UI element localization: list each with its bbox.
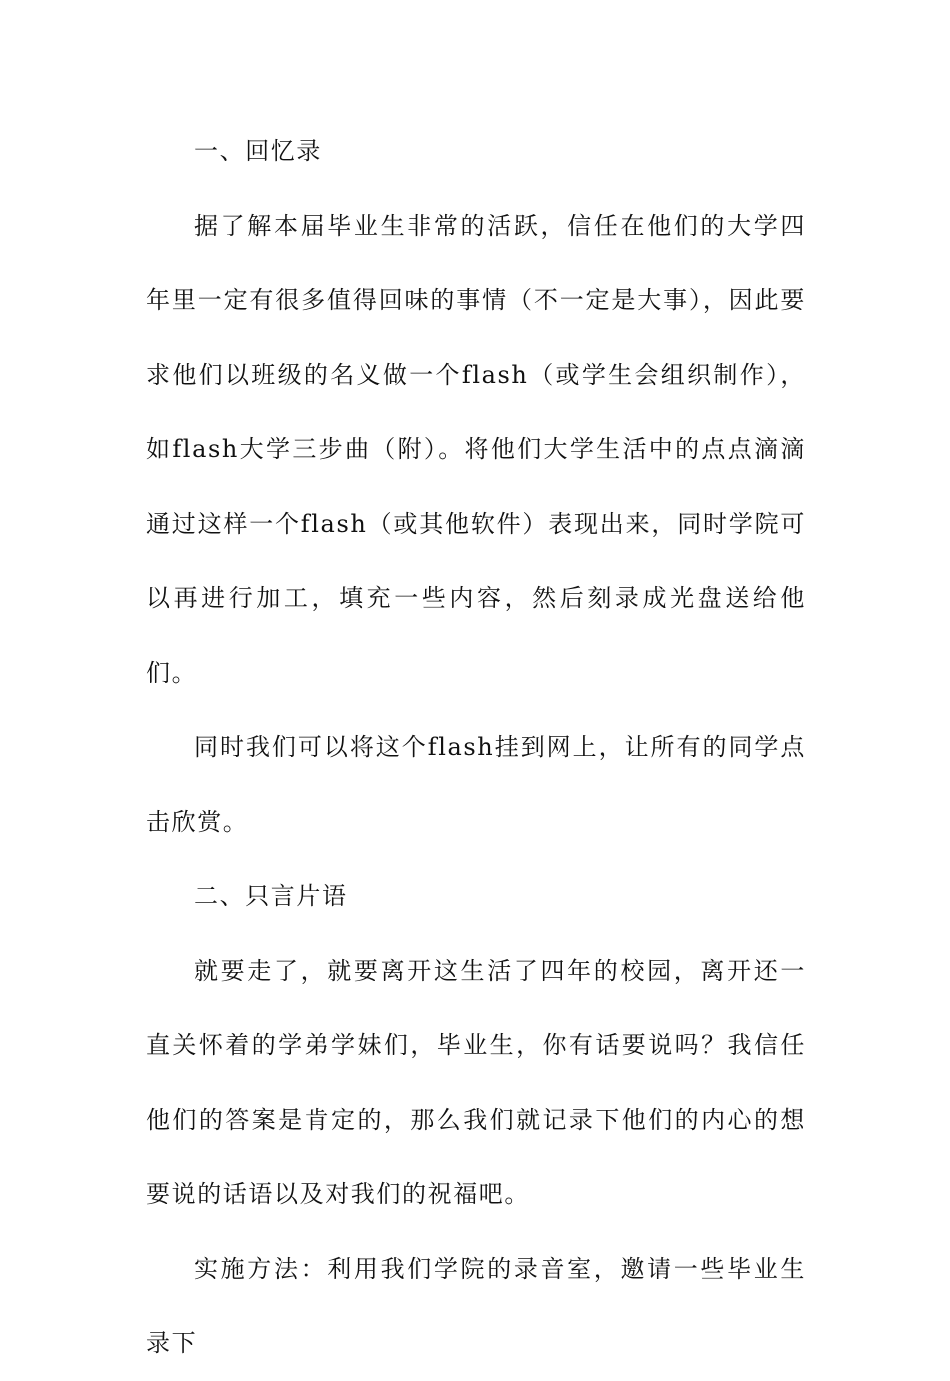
section-heading-memoir: 一、回忆录	[194, 137, 322, 165]
section-heading-few-words: 二、只言片语	[194, 882, 348, 910]
paragraph-implementation-method: 实施方法：利用我们学院的录音室，邀请一些毕业生录下	[146, 1254, 806, 1357]
paragraph-memoir-description: 据了解本届毕业生非常的活跃，信任在他们的大学四年里一定有很多值得回味的事情（不一定是大事），因此要求他们以班级的名义做一个flash（或学生会组织制作），如flash大学三步曲（附）。将他们大学生活中的点点滴滴通过这样一个flash（或其他软件）表现出来，同时学院可以再进行加工，填充一些内容，然后刻录成光盘送给他们。	[146, 211, 806, 687]
document-body	[146, 114, 806, 1381]
paragraph-flash-online: 同时我们可以将这个flash挂到网上，让所有的同学点击欣赏。	[146, 733, 806, 836]
paragraph-farewell-words: 就要走了，就要离开这生活了四年的校园，离开还一直关怀着的学弟学妹们，毕业生，你有话要说吗？我信任他们的答案是肯定的，那么我们就记录下他们的内心的想要说的话语以及对我们的祝福吧。	[146, 956, 806, 1208]
